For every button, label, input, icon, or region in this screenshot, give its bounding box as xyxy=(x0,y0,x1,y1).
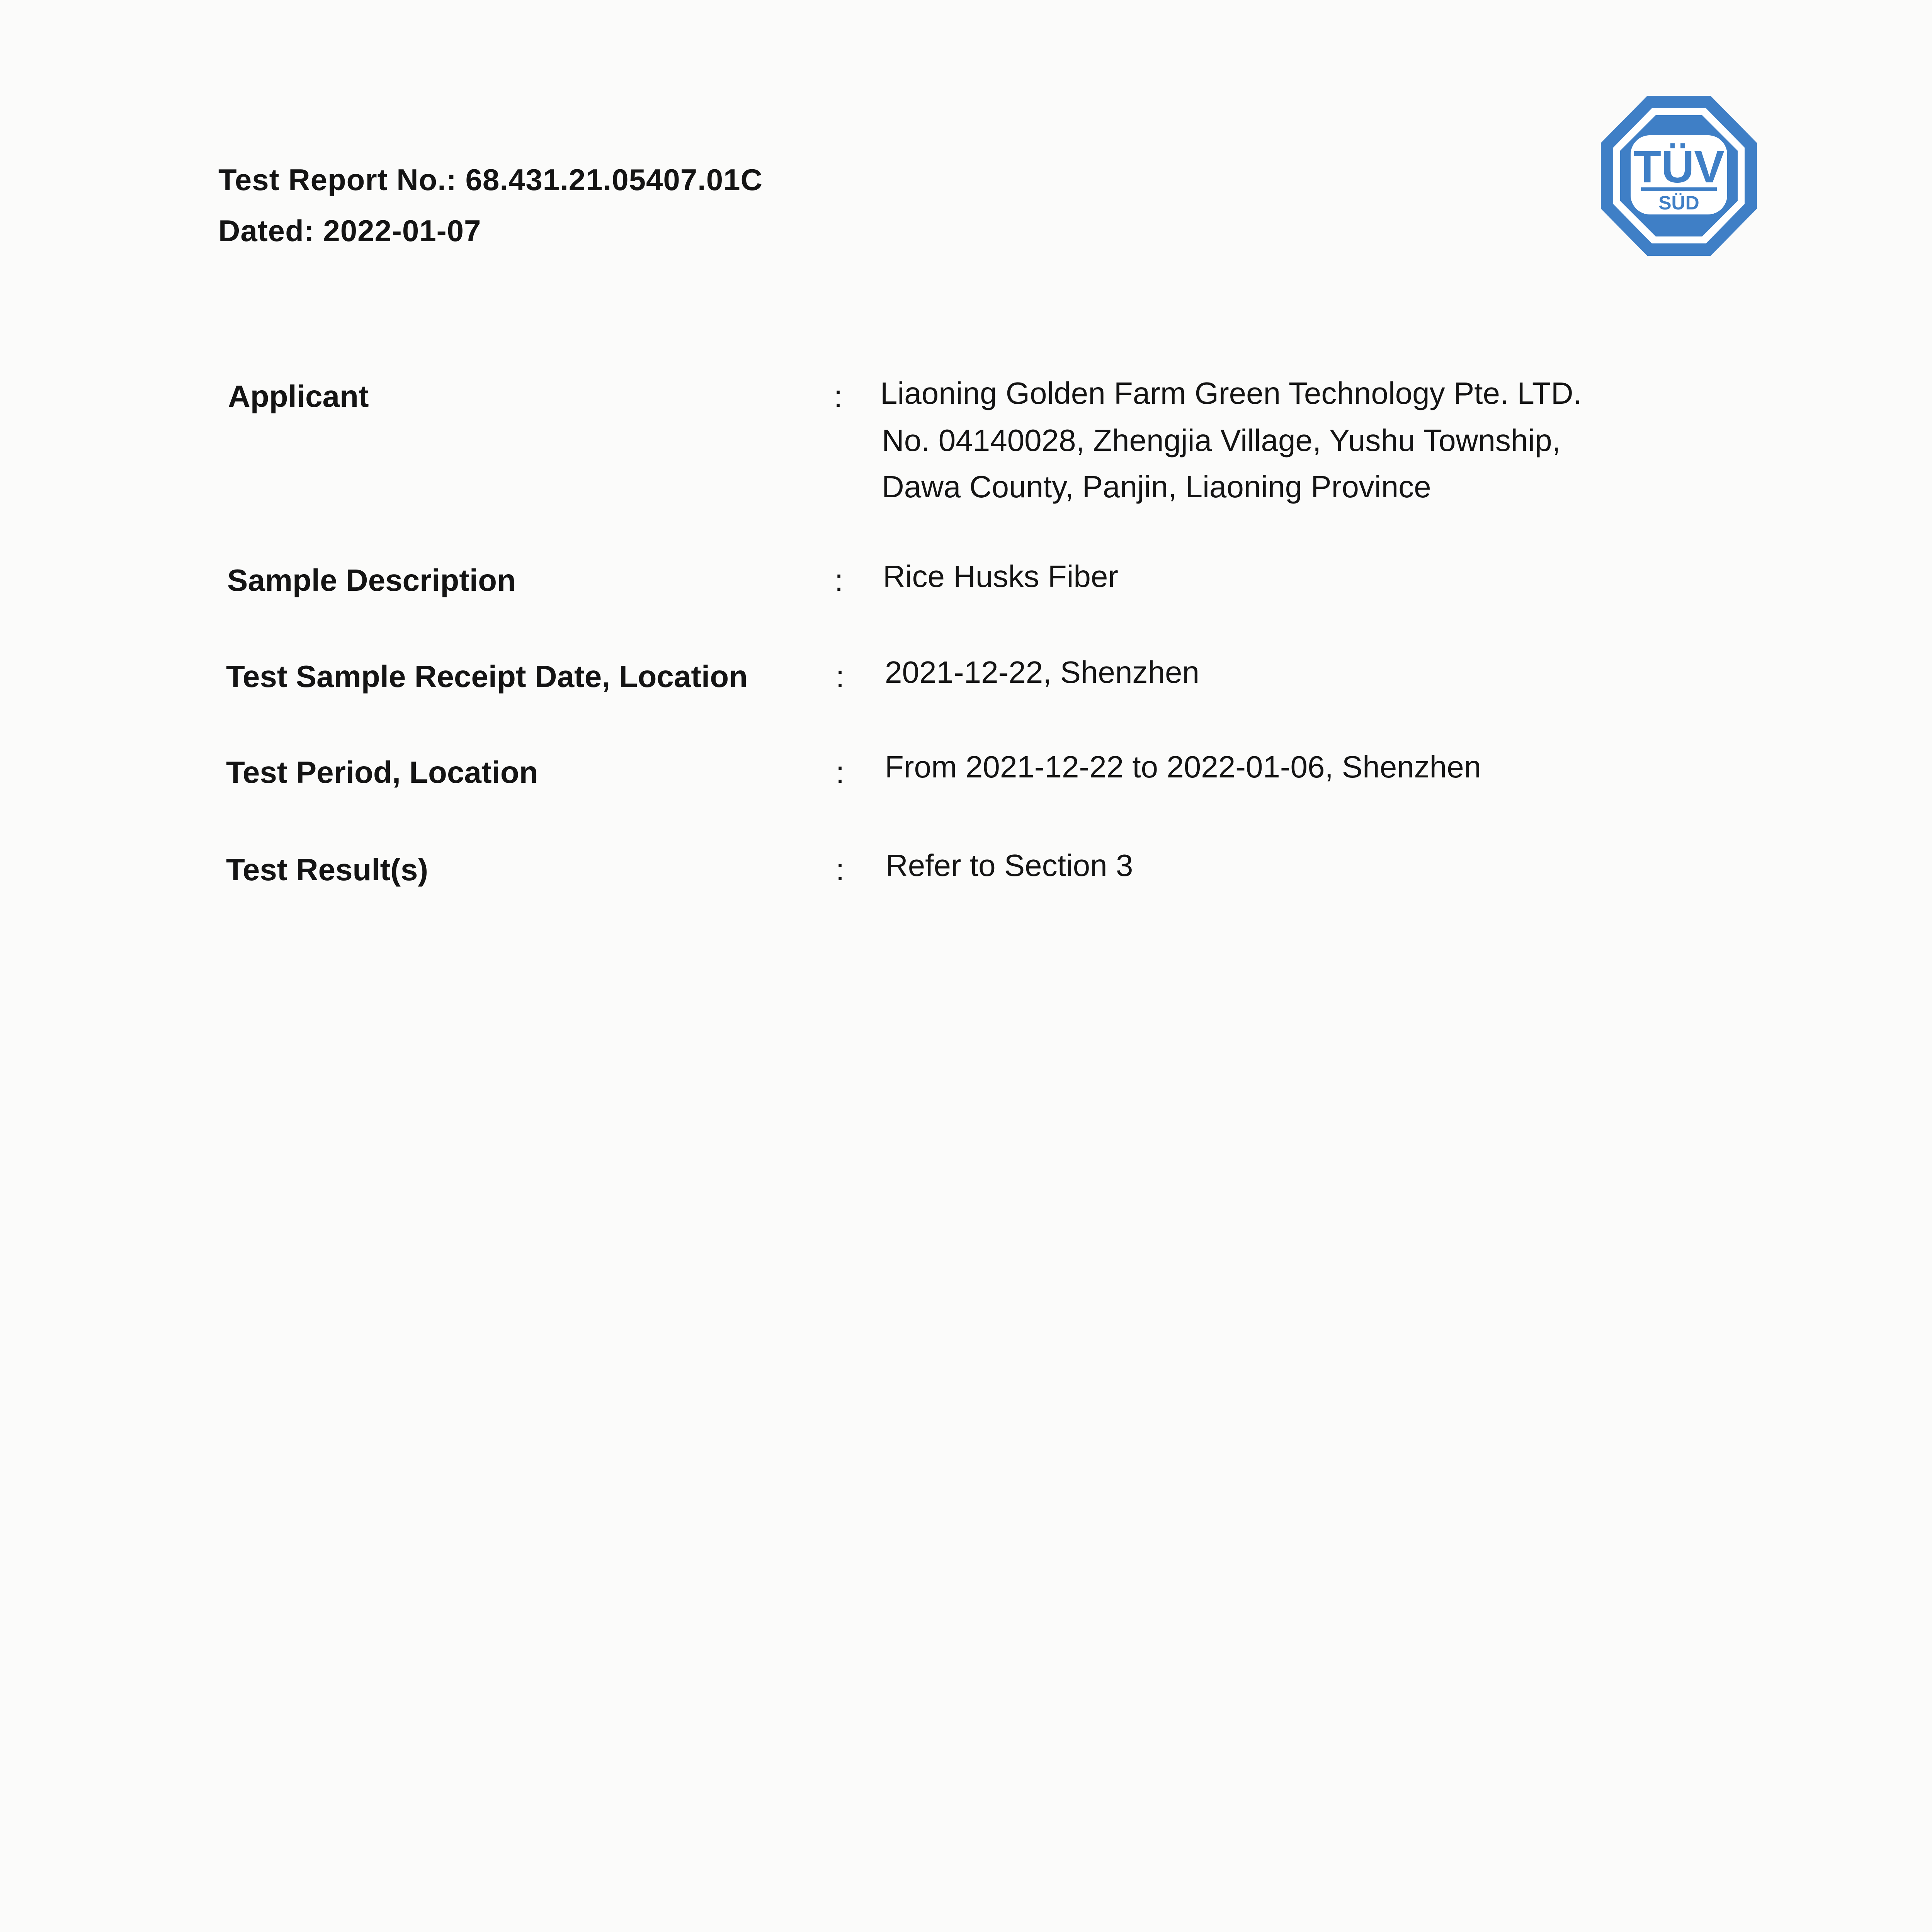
receipt-date-colon: : xyxy=(836,659,845,694)
applicant-address-line-2: Dawa County, Panjin, Liaoning Province xyxy=(882,469,1431,504)
logo-bottom-text: SÜD xyxy=(1658,192,1699,214)
tuv-sud-octagon-logo xyxy=(1598,93,1760,259)
test-period-colon: : xyxy=(836,755,845,789)
test-results-value: Refer to Section 3 xyxy=(886,848,1133,883)
receipt-date-label: Test Sample Receipt Date, Location xyxy=(226,659,748,694)
report-date: Dated: 2022-01-07 xyxy=(218,214,481,248)
test-period-label: Test Period, Location xyxy=(226,755,538,789)
applicant-address-line-1: No. 04140028, Zhengjia Village, Yushu Township, xyxy=(882,423,1561,457)
applicant-colon: : xyxy=(834,379,843,413)
test-results-colon: : xyxy=(836,852,845,887)
sample-description-value: Rice Husks Fiber xyxy=(883,559,1119,594)
sample-description-label: Sample Description xyxy=(227,563,516,597)
applicant-name: Liaoning Golden Farm Green Technology Pte. LTD. xyxy=(880,376,1582,410)
test-period-value: From 2021-12-22 to 2022-01-06, Shenzhen xyxy=(885,750,1481,784)
test-results-label: Test Result(s) xyxy=(226,852,429,887)
logo-top-text: TÜV xyxy=(1633,141,1725,192)
applicant-label: Applicant xyxy=(228,379,369,413)
report-number: Test Report No.: 68.431.21.05407.01C xyxy=(218,163,763,197)
receipt-date-value: 2021-12-22, Shenzhen xyxy=(885,655,1199,689)
sample-description-colon: : xyxy=(835,563,844,597)
